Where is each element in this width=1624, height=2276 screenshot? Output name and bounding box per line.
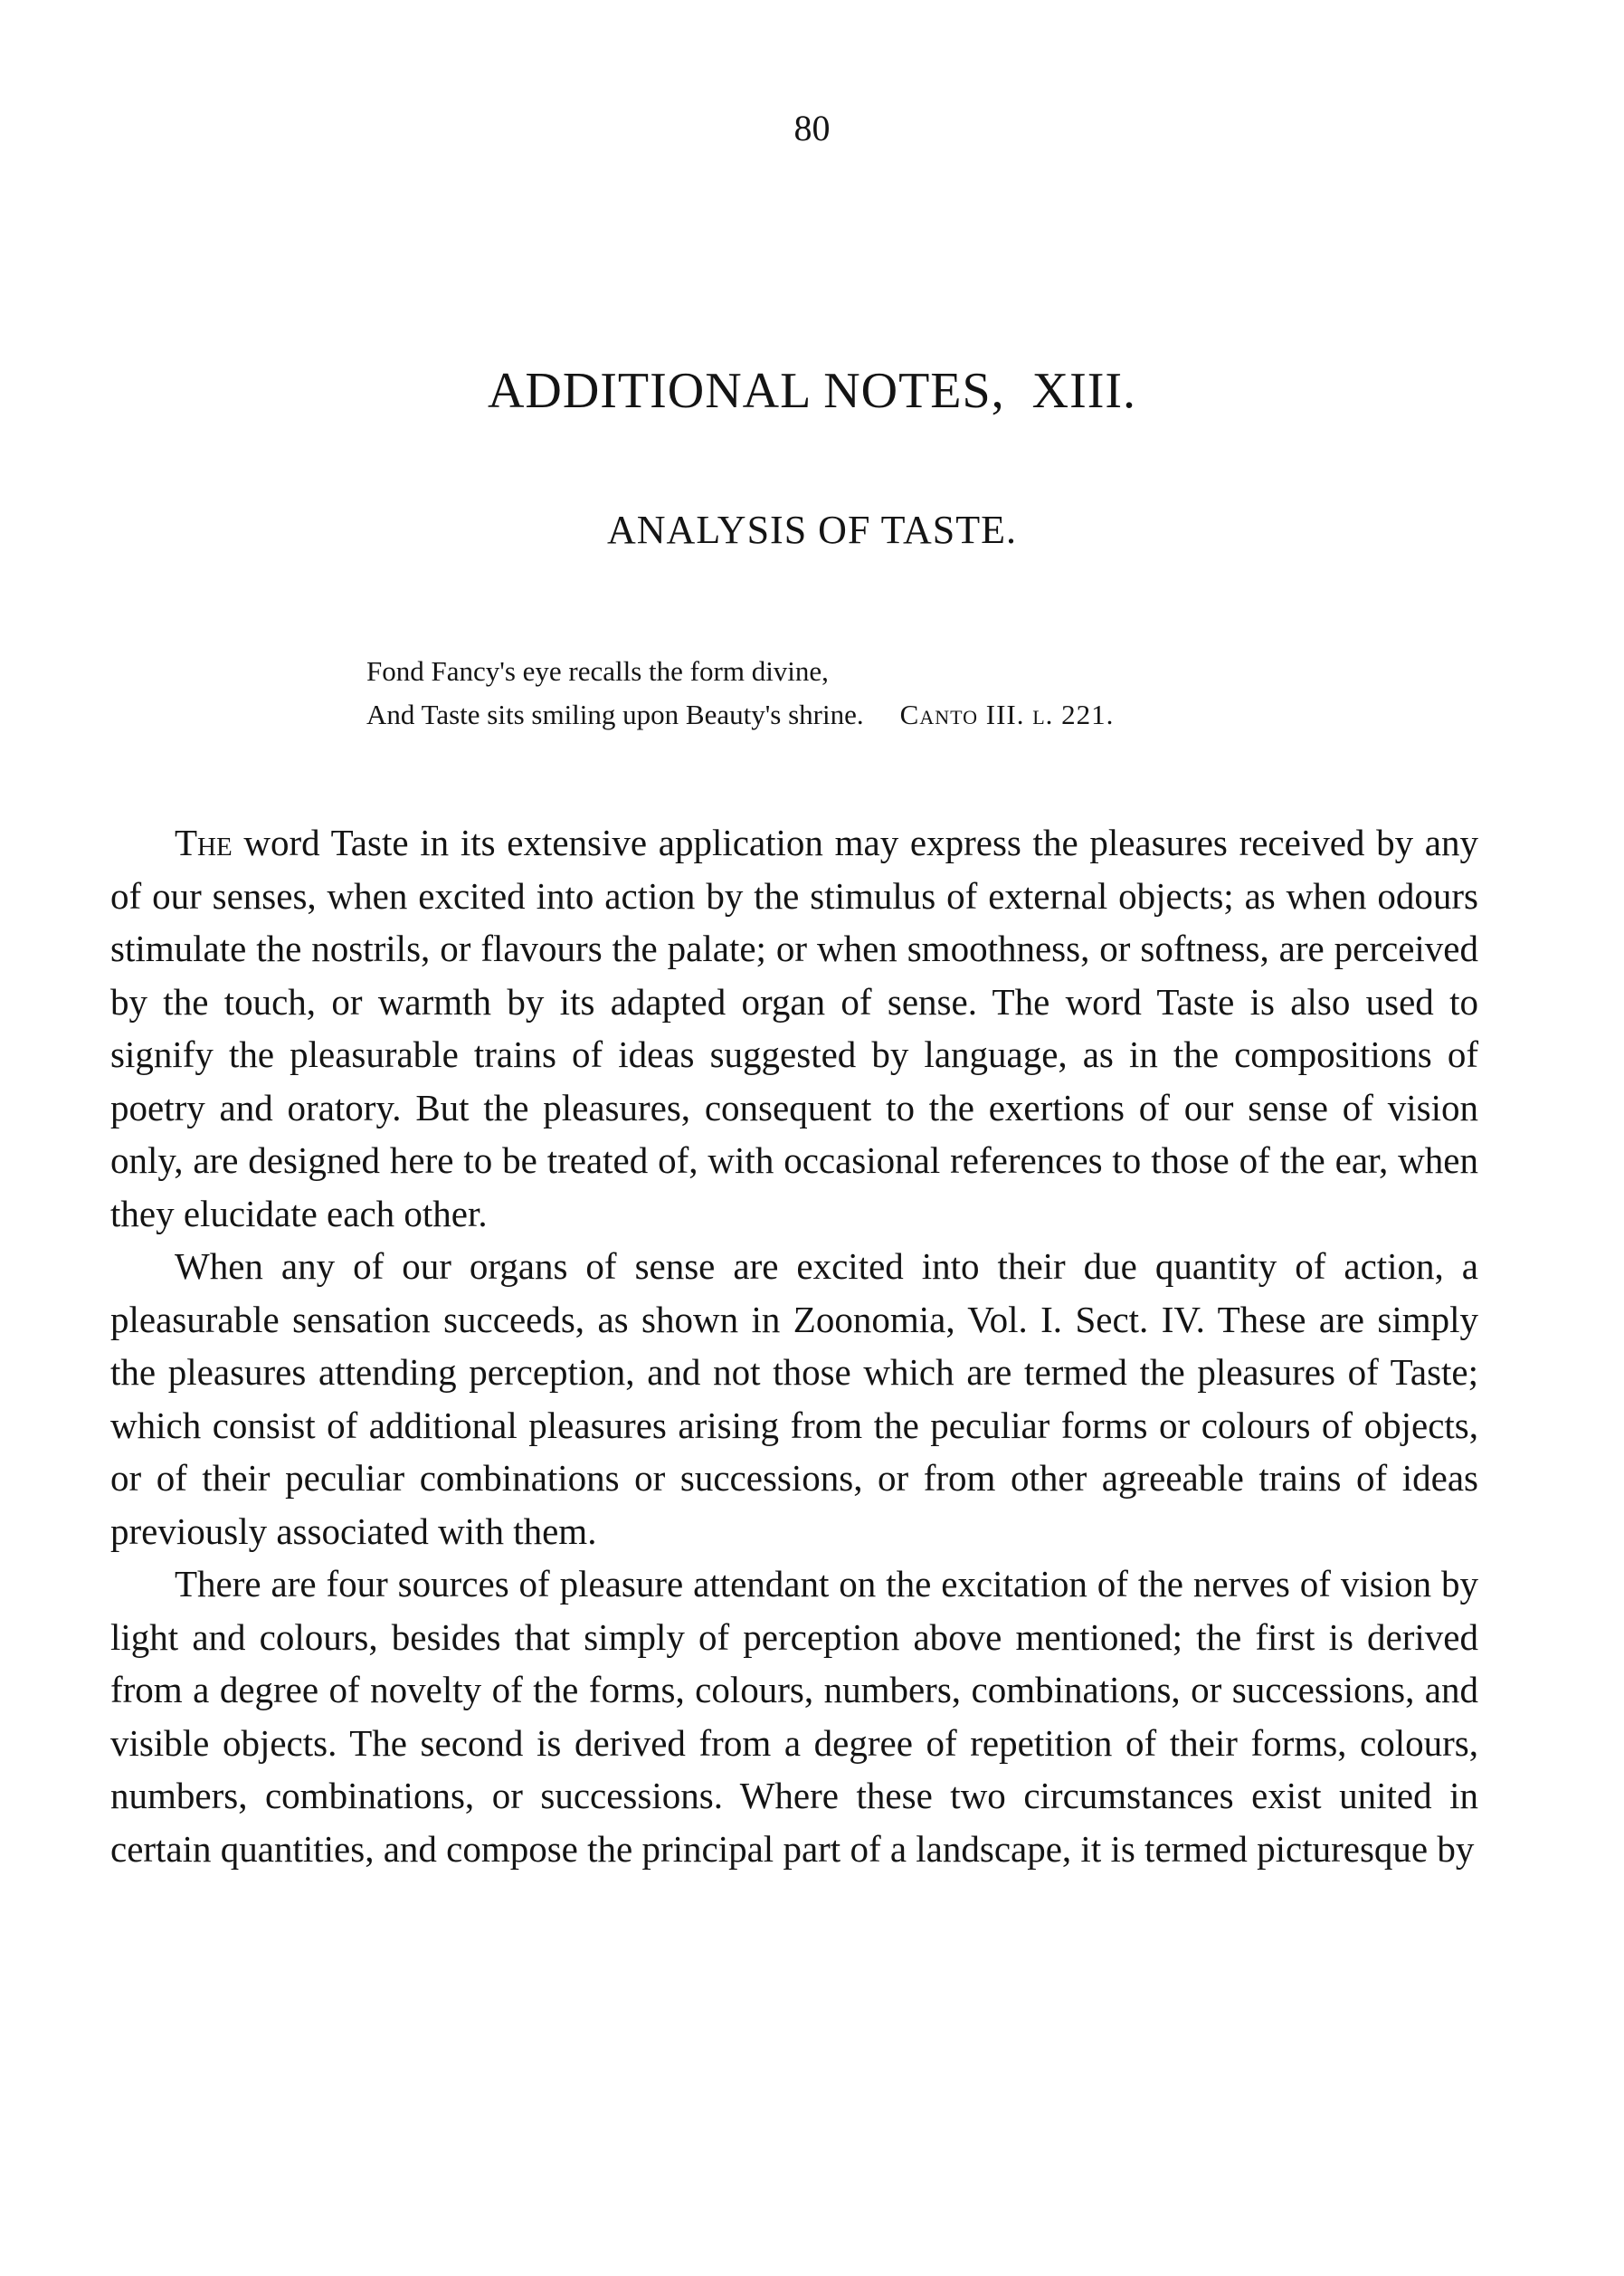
epigraph (366, 650, 1114, 737)
paragraph-2: When any of our organs of sense are excited into their due quantity of action, a pleasurable sensation succeeds, as shown in Zoonomia, Vol. I. Sect. IV. These are simply the pleasures attending perception, and not those which are termed the pleasures of Taste; which consist of additional pleasures arising from the peculiar forms or colours of objects, or of their peculiar combinations or successions, or from other agreeable trains of ideas previously associated with them. (110, 1245, 1478, 1552)
section-title (0, 362, 1624, 420)
paragraph-3: There are four sources of pleasure attendant on the excitation of the nerves of vision by light and colours, besides that simply of perception above mentioned; the first is derived from a degree of novelty of the forms, colours, numbers, combinations, or successions, and visible objects. The second is derived from a degree of repetition of their forms, colours, numbers, combinations, or successions. Where these two circumstances exist united in certain quantities, and compose the principal part of a landscape, it is termed picturesque by (110, 1563, 1478, 1870)
paragraph-1 (110, 816, 1478, 1240)
section-title-notes: ADDITIONAL NOTES, (487, 363, 1005, 419)
section-subtitle: ANALYSIS OF TASTE. (607, 508, 1017, 552)
epigraph-line-2 (366, 693, 1114, 737)
epigraph-line-2-text: And Taste sits smiling upon Beauty's shrine. (366, 699, 864, 730)
paragraph-1-text: word Taste in its extensive application may express the pleasures received by any of our senses, when excited into action by the stimulus of external objects; as when odours stimulate the nostrils, or flavours the palate; or when smoothness, or softness, are perceived by the touch, or warmth by its adapted organ of sense. The word Taste is also used to signify the pleasurable trains of ideas suggested by language, as in the compositions of poetry and oratory. But the pleasures, consequent to the exertions of our sense of vision only, are designed here to be treated of, with occasional references to those of the ear, when they elucidate each other. (110, 822, 1478, 1234)
page-number: 80 (793, 108, 831, 148)
section-title-number: XIII. (1031, 363, 1137, 419)
body-text (110, 816, 1478, 1875)
epigraph-line-1: Fond Fancy's eye recalls the form divine, (366, 655, 829, 687)
epigraph-citation: Canto III. l. 221. (899, 699, 1115, 730)
paragraph-1-lead: The (175, 822, 233, 863)
